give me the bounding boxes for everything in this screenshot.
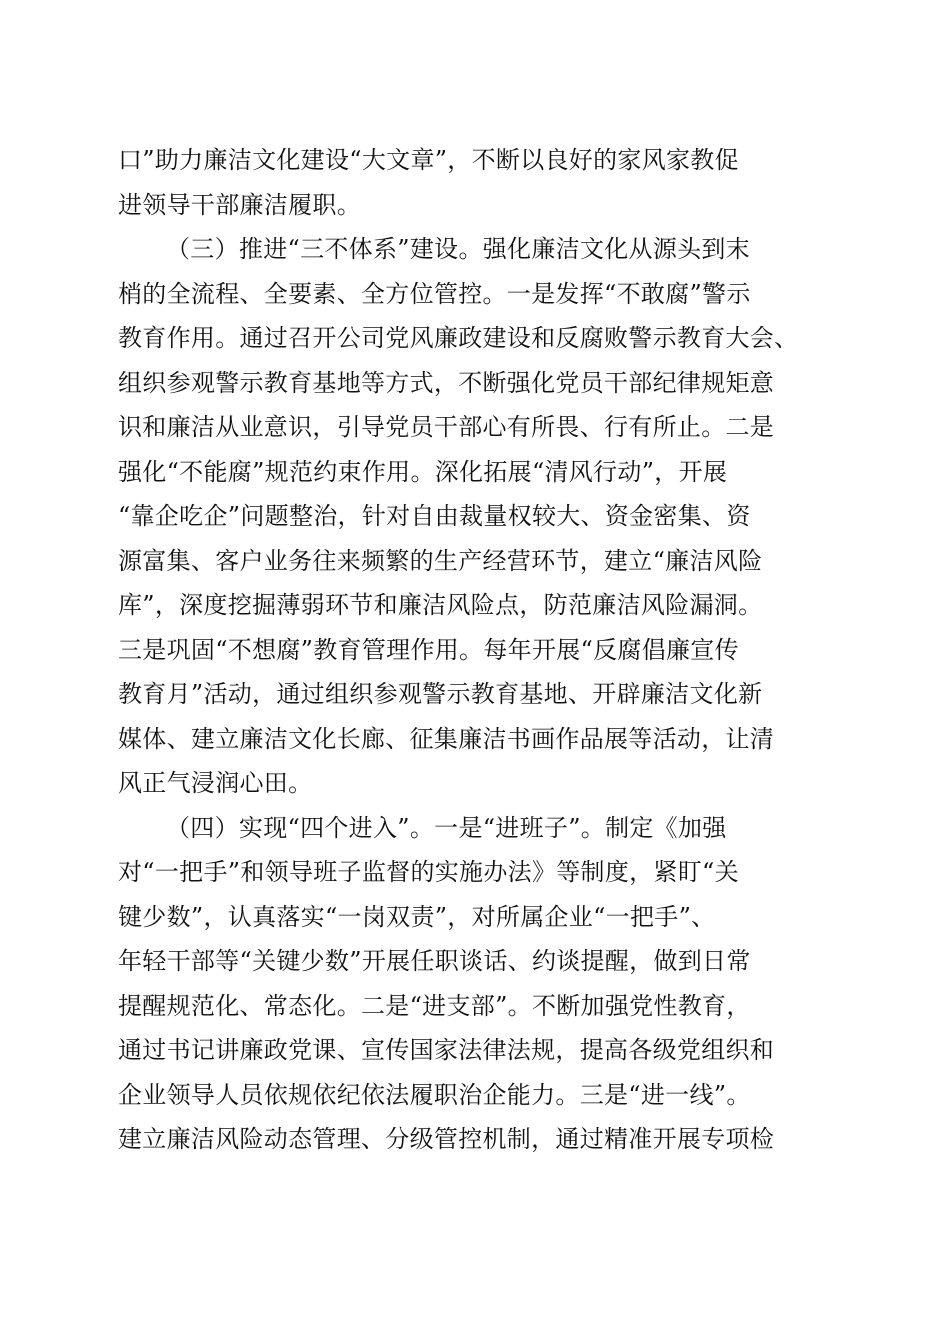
text-line: 梢的全流程、全要素、全方位管控。一是发挥“不敢腐”警示 [118, 279, 751, 308]
document-body [118, 138, 838, 1162]
text-line: 通过书记讲廉政党课、宣传国家法律法规，提高各级党组织和 [118, 1036, 775, 1064]
text-line: 媒体、建立廉洁文化长廊、征集廉洁书画作品展等活动，让清 [118, 724, 775, 753]
text-line: 源富集、客户业务往来频繁的生产经营环节，建立“廉洁风险 [118, 546, 763, 575]
text-line: 风正气浸润心田。 [118, 769, 313, 797]
text-line: 对“一把手”和领导班子监督的实施办法》等制度，紧盯“关 [118, 858, 739, 886]
section-heading-line: （三）推进“三不体系”建设。强化廉洁文化从源头到末 [166, 235, 751, 263]
text-line: 键少数”，认真落实“一岗双责”，对所属企业“一把手”、 [118, 902, 716, 931]
text-line: 提醒规范化、常态化。二是“进支部”。不断加强党性教育， [118, 991, 751, 1020]
text-line: 企业领导人员依规依纪依法履职治企能力。三是“进一线”。 [118, 1080, 751, 1109]
text-line: 进领导干部廉洁履职。 [118, 190, 361, 219]
text-line: 强化“不能腐”规范约束作用。深化拓展“清风行动”，开展 [118, 457, 728, 486]
section-heading-line: （四）实现“四个进入”。一是“进班子”。制定《加强 [166, 813, 727, 842]
text-line: 教育作用。通过召开公司党风廉政建设和反腐败警示教育大会、 [118, 324, 799, 352]
text-line: 教育月”活动，通过组织参观警示教育基地、开辟廉洁文化新 [118, 680, 763, 708]
text-line: 口”助力廉洁文化建设“大文章”，不断以良好的家风家教促 [118, 146, 739, 174]
text-line: 建立廉洁风险动态管理、分级管控机制，通过精准开展专项检 [118, 1125, 775, 1153]
text-line: 三是巩固“不想腐”教育管理作用。每年开展“反腐倡廉宣传 [118, 635, 739, 664]
text-line: 识和廉洁从业意识，引导党员干部心有所畏、行有所止。二是 [118, 413, 775, 441]
text-line: 库”，深度挖掘薄弱环节和廉洁风险点，防范廉洁风险漏洞。 [118, 591, 763, 619]
text-line: “靠企吃企”问题整治，针对自由裁量权较大、资金密集、资 [118, 502, 751, 530]
text-line: 组织参观警示教育基地等方式，不断强化党员干部纪律规矩意 [118, 368, 775, 397]
text-line: 年轻干部等“关键少数”开展任职谈话、约谈提醒，做到日常 [118, 947, 751, 975]
